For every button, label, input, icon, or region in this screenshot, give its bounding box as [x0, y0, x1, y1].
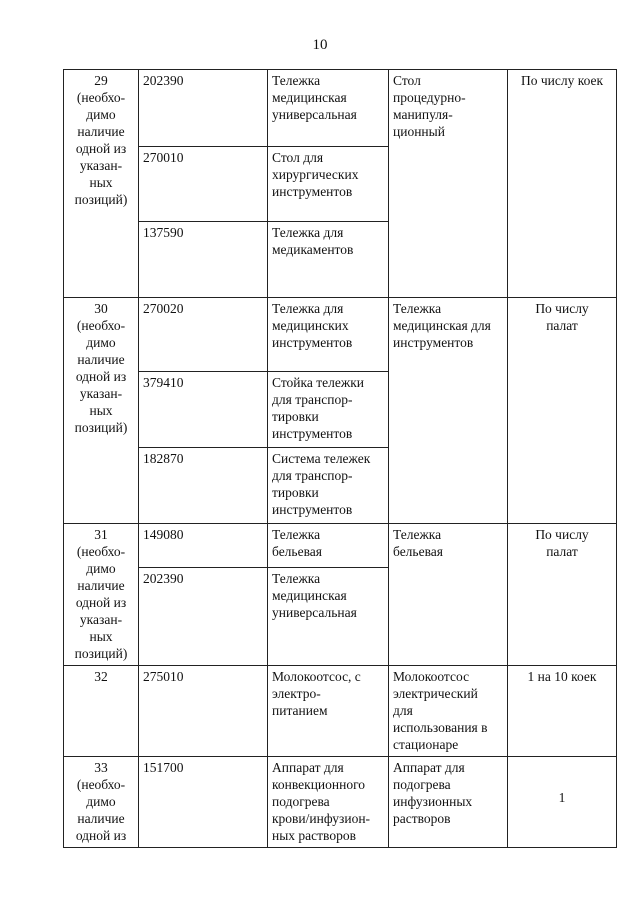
row-number-cell: 31 (необхо- димо наличие одной из указан- ных позиций) — [64, 524, 139, 666]
code-cell: 202390 — [139, 568, 268, 666]
code-cell: 379410 — [139, 372, 268, 448]
group-name-cell: Тележка бельевая — [389, 524, 508, 666]
quantity-cell: 1 на 10 коек — [508, 666, 617, 757]
row-number-cell: 32 — [64, 666, 139, 757]
table-row — [64, 298, 617, 372]
quantity-cell: По числу палат — [508, 298, 617, 524]
row-number-cell: 29 (необхо- димо наличие одной из указан- ных позиций) — [64, 70, 139, 298]
code-cell: 151700 — [139, 757, 268, 848]
row-number-cell: 30 (необхо- димо наличие одной из указан- ных позиций) — [64, 298, 139, 524]
code-cell: 149080 — [139, 524, 268, 568]
item-name-cell: Тележка для медикаментов — [268, 222, 389, 298]
page-number: 10 — [312, 37, 328, 53]
item-name-cell: Тележка медицинская универсальная — [268, 70, 389, 147]
item-name-cell: Тележка медицинская универсальная — [268, 568, 389, 666]
item-name-cell: Тележка для медицинских инструментов — [268, 298, 389, 372]
table-row — [64, 666, 617, 757]
item-name-cell: Аппарат для конвекционного подогрева крови/инфузион- ных растворов — [268, 757, 389, 848]
quantity-cell: По числу палат — [508, 524, 617, 666]
table-row — [64, 757, 617, 848]
group-name-cell: Молокоотсос электрический для использования в стационаре — [389, 666, 508, 757]
row-number-cell: 33 (необхо- димо наличие одной из — [64, 757, 139, 848]
code-cell: 270020 — [139, 298, 268, 372]
item-name-cell: Тележка бельевая — [268, 524, 389, 568]
item-name-cell: Молокоотсос, с электро- питанием — [268, 666, 389, 757]
code-cell: 270010 — [139, 147, 268, 222]
quantity-cell: 1 — [508, 757, 617, 848]
table-row — [64, 524, 617, 568]
group-name-cell: Аппарат для подогрева инфузионных растворов — [389, 757, 508, 848]
table-row — [64, 70, 617, 147]
quantity-cell: По числу коек — [508, 70, 617, 298]
item-name-cell: Система тележек для транспор- тировки инструментов — [268, 448, 389, 524]
equipment-table — [63, 69, 617, 848]
code-cell: 137590 — [139, 222, 268, 298]
code-cell: 275010 — [139, 666, 268, 757]
group-name-cell: Тележка медицинская для инструментов — [389, 298, 508, 524]
item-name-cell: Стойка тележки для транспор- тировки инструментов — [268, 372, 389, 448]
item-name-cell: Стол для хирургических инструментов — [268, 147, 389, 222]
group-name-cell: Стол процедурно- манипуля- ционный — [389, 70, 508, 298]
code-cell: 182870 — [139, 448, 268, 524]
code-cell: 202390 — [139, 70, 268, 147]
